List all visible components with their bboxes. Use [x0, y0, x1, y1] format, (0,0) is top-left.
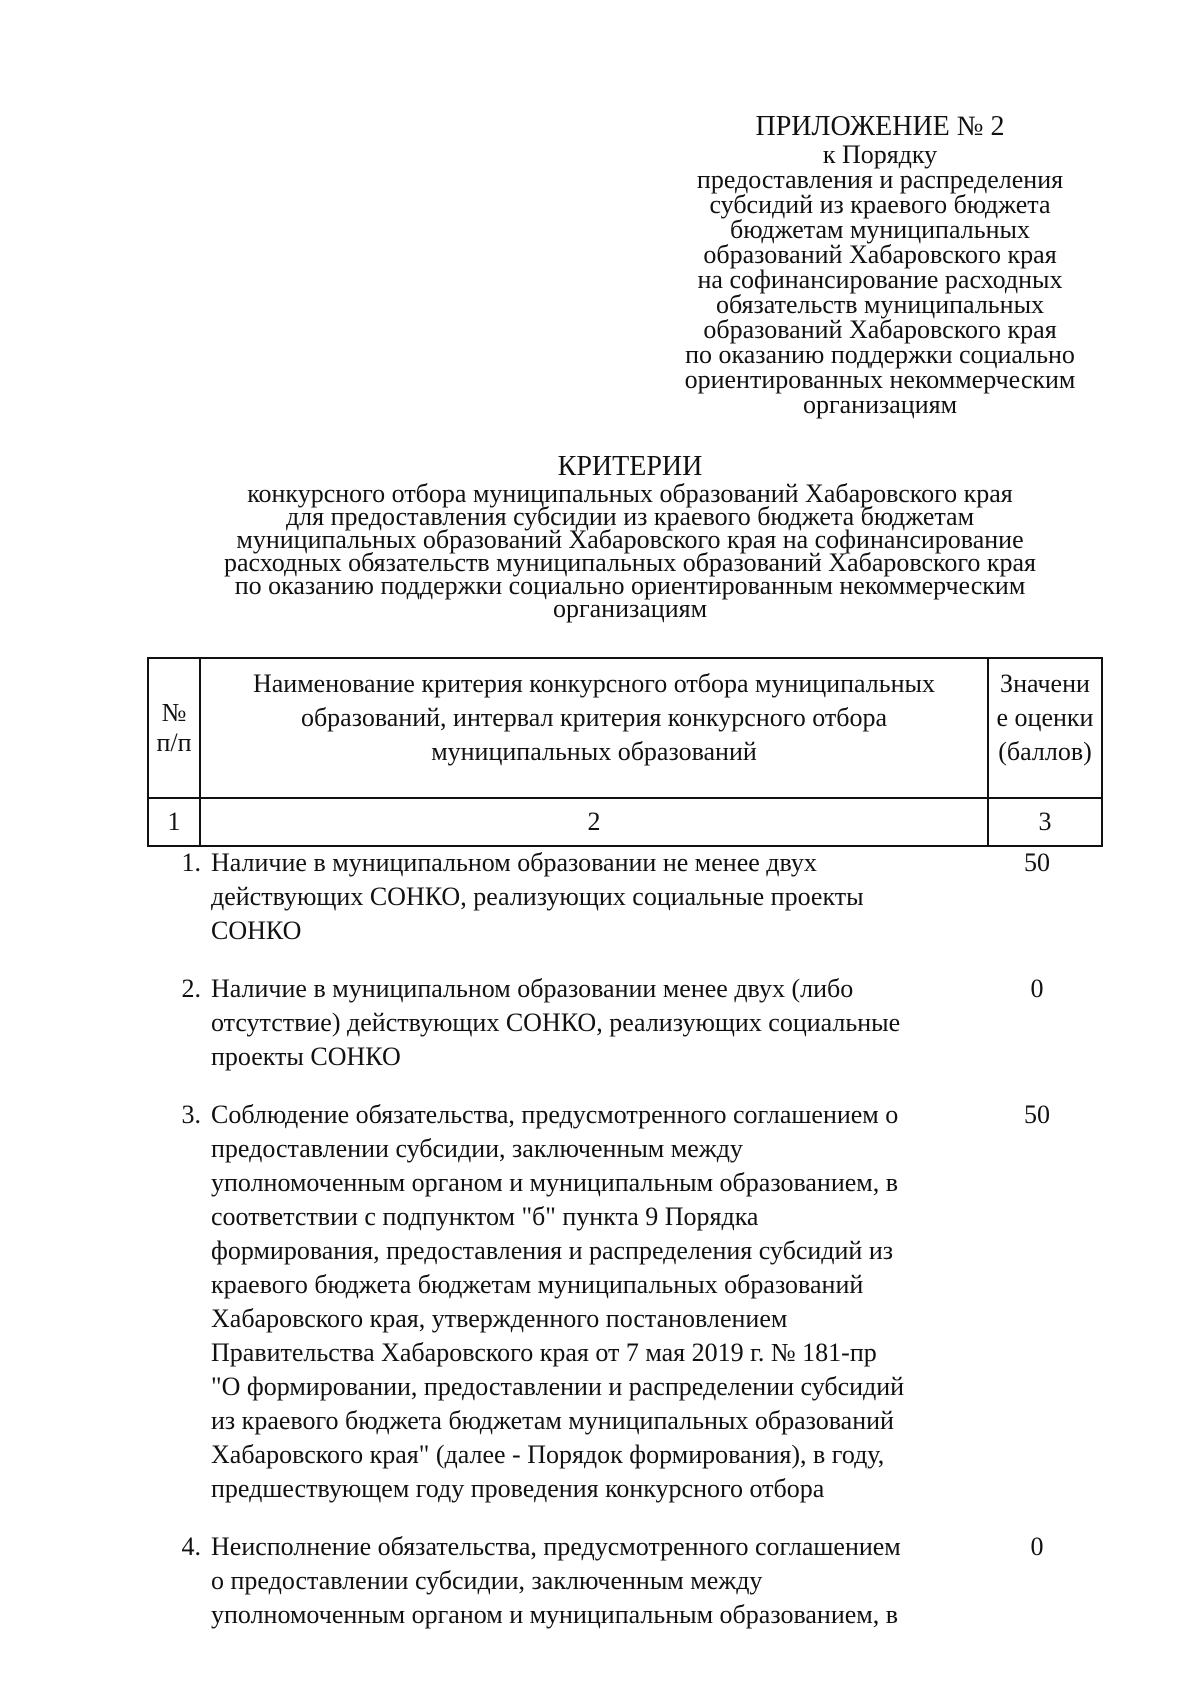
- row-text-line: уполномоченным органом и муниципальным образованием, в: [211, 1600, 899, 1629]
- criteria-table-header: [147, 657, 1103, 847]
- row-number: 4.: [181, 1532, 201, 1561]
- criteria-line: по оказанию поддержки социально ориентированным некоммерческим: [234, 571, 1026, 600]
- row-text-line: Неисполнение обязательства, предусмотренного соглашением: [211, 1532, 901, 1561]
- appendix-line: бюджетам муниципальных: [730, 215, 1030, 244]
- row-text-line: из краевого бюджета бюджетам муниципальных образований: [211, 1406, 894, 1435]
- row-text-line: Хабаровского края" (далее - Порядок формирования), в году,: [211, 1440, 885, 1469]
- row-text-line: предоставлении субсидии, заключенным между: [211, 1134, 743, 1163]
- row-number: 2.: [181, 974, 201, 1003]
- header-score-line: е оценки: [996, 703, 1094, 732]
- appendix-line: к Порядку: [822, 140, 938, 169]
- appendix-line: образований Хабаровского края: [703, 240, 1057, 269]
- row-text-line: Наличие в муниципальном образовании менее двух (либо: [211, 974, 854, 1003]
- appendix-line: обязательств муниципальных: [715, 290, 1045, 319]
- row-score: 50: [1024, 1100, 1050, 1129]
- criteria-title: КРИТЕРИИ: [557, 451, 703, 482]
- row-number: 1.: [181, 848, 201, 877]
- table-row: [147, 1098, 1103, 1506]
- row-text-line: Соблюдение обязательства, предусмотренного соглашением о: [211, 1100, 899, 1129]
- appendix-line: организациям: [802, 390, 958, 419]
- header-name-line: образований, интервал критерия конкурсного отбора: [300, 703, 888, 732]
- appendix-line: образований Хабаровского края: [703, 315, 1057, 344]
- row-text-line: проекты СОНКО: [211, 1042, 401, 1071]
- row-text-line: краевого бюджета бюджетам муниципальных образований: [211, 1270, 864, 1299]
- header-score-line: Значени: [1000, 669, 1090, 698]
- criteria-rows: [147, 846, 1103, 1656]
- column-number: 2: [200, 798, 988, 846]
- header-num-line: №: [161, 698, 187, 727]
- table-header-row: [148, 658, 1102, 798]
- criteria-line: конкурсного отбора муниципальных образований Хабаровского края: [247, 479, 1013, 508]
- column-number: 3: [988, 798, 1102, 846]
- row-text-line: предшествующем году проведения конкурсного отбора: [211, 1474, 825, 1503]
- row-text-line: действующих СОНКО, реализующих социальные проекты: [211, 882, 864, 911]
- header-score-line: (баллов): [998, 737, 1092, 766]
- appendix-title: ПРИЛОЖЕНИЕ № 2: [755, 111, 1005, 142]
- row-text-line: отсутствие) действующих СОНКО, реализующих социальные: [211, 1008, 901, 1037]
- appendix-block: [640, 112, 1120, 417]
- header-name-line: Наименование критерия конкурсного отбора муниципальных: [252, 669, 936, 698]
- table-row: [147, 846, 1103, 948]
- header-num-line: п/п: [156, 728, 192, 757]
- header-num-cell: [148, 658, 200, 798]
- criteria-heading: [150, 451, 1110, 623]
- row-text-line: формирования, предоставления и распределения субсидий из: [211, 1236, 894, 1265]
- table-row: [147, 1530, 1103, 1632]
- appendix-line: субсидий из краевого бюджета: [709, 190, 1051, 219]
- row-text-line: Наличие в муниципальном образовании не менее двух: [211, 848, 817, 877]
- row-text-line: Хабаровского края, утвержденного постановлением: [211, 1304, 788, 1333]
- appendix-line: по оказанию поддержки социально: [685, 340, 1075, 369]
- row-score: 50: [1024, 848, 1050, 877]
- row-text-line: СОНКО: [211, 916, 302, 945]
- criteria-line: расходных обязательств муниципальных образований Хабаровского края: [223, 548, 1037, 577]
- criteria-line: муниципальных образований Хабаровского края на софинансирование: [236, 525, 1024, 554]
- criteria-line: организациям: [552, 594, 708, 623]
- row-score: 0: [1030, 1532, 1044, 1561]
- table-row: [147, 972, 1103, 1074]
- column-number-row: [148, 798, 1102, 846]
- row-text: [201, 1530, 971, 1632]
- column-number: 1: [148, 798, 200, 846]
- criteria-line: для предоставления субсидии из краевого бюджета бюджетам: [285, 502, 975, 531]
- row-text-line: "О формировании, предоставлении и распределении субсидий: [211, 1372, 905, 1401]
- header-name-line: муниципальных образований: [431, 737, 757, 766]
- row-text-line: соответствии с подпунктом "б" пункта 9 Порядка: [211, 1202, 759, 1231]
- appendix-line: на софинансирование расходных: [697, 265, 1063, 294]
- header-name-cell: [200, 658, 988, 798]
- row-number: 3.: [181, 1100, 201, 1129]
- row-text: [201, 972, 971, 1074]
- header-score-cell: [988, 658, 1102, 798]
- row-text: [201, 846, 971, 948]
- appendix-line: ориентированных некоммерческим: [684, 365, 1076, 394]
- row-text-line: Правительства Хабаровского края от 7 мая 2019 г. № 181-пр: [211, 1338, 877, 1367]
- row-score: 0: [1030, 974, 1044, 1003]
- row-text: [201, 1098, 971, 1506]
- row-text-line: о предоставлении субсидии, заключенным между: [211, 1566, 763, 1595]
- row-text-line: уполномоченным органом и муниципальным образованием, в: [211, 1168, 899, 1197]
- appendix-line: предоставления и распределения: [696, 165, 1064, 194]
